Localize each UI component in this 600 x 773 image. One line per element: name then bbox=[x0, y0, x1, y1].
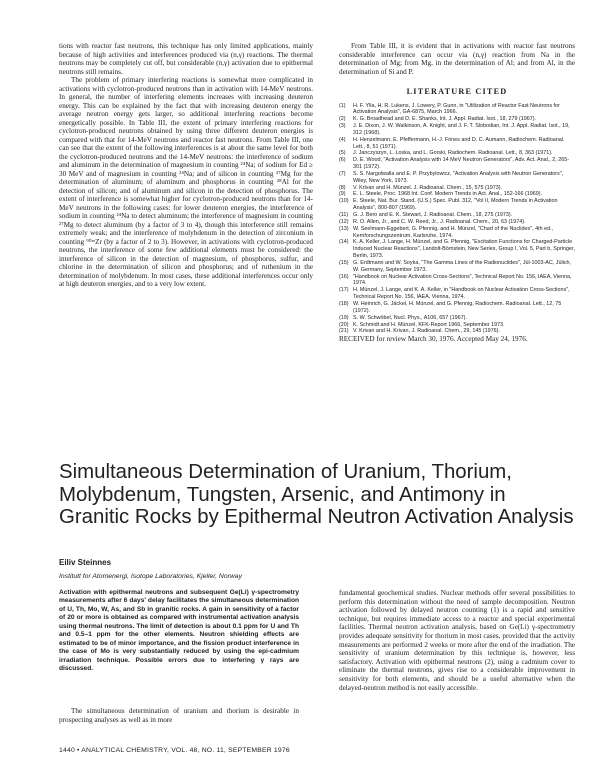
reference-text: E. Steele, Nat. Bur. Stand. (U.S.) Spec. Publ. 312, "Vol II, Modern Trends in Activation Analysis", 800-807 (1969). bbox=[353, 198, 558, 212]
reference-text: W. Heinrich, G. Jäckel, H. Münzel, and G. Pfennig, Radiochem. Radioanal. Lett., 12, 75 (1972). bbox=[353, 300, 562, 314]
reference-text: G. Erdtmann and W. Soyka, "The Gamma Lines of the Radionuclides", Jül-1003-AC, Jülich, W. Germany, September 1973. bbox=[353, 259, 572, 273]
reference-item bbox=[339, 274, 575, 288]
left-text-column bbox=[59, 42, 313, 289]
reference-text: J. E. Dixon, J. W. Walkinson, A. Knight, and J. F. T. Slobodian, Int. J. Appl. Radiat. Isot., 19, 312 (1968). bbox=[353, 123, 570, 136]
reference-item bbox=[339, 185, 575, 192]
reference-list bbox=[339, 103, 575, 336]
reference-text: H. Münzel, J. Lange, and K. A. Keller, in "Handbook on Nuclear Activation Cross-Sections", Technical Report No. 156, IAEA, Vienna, 1974. bbox=[353, 287, 570, 301]
reference-text: S. W. Schwöbel, Nucl. Phys., A106, 657 (1967). bbox=[353, 314, 467, 321]
reference-item bbox=[339, 123, 575, 137]
reference-item bbox=[339, 226, 575, 240]
reference-number: (11) bbox=[339, 212, 349, 218]
reference-text: E. L. Steele, Proc. 1968 Int. Conf. Modern Trends in Act. Anal., 152-166 (1969). bbox=[353, 191, 543, 198]
reference-number: (15) bbox=[339, 259, 349, 266]
reference-item bbox=[339, 260, 575, 274]
introduction-paragraph: The simultaneous determination of uranium and thorium is desirable in prospecting analyses as well as in more bbox=[59, 707, 299, 724]
reference-item bbox=[339, 287, 575, 301]
reference-item bbox=[339, 315, 575, 322]
literature-heading: LITERATURE CITED bbox=[406, 87, 508, 96]
reference-item bbox=[339, 191, 575, 198]
reference-number: (20) bbox=[339, 321, 349, 328]
reference-text: S. S. Nargolwalla and E. P. Przybylowicz, "Activation Analysis with Neutron Generators", Wiley, New York, 1973. bbox=[353, 170, 564, 184]
reference-item bbox=[339, 157, 575, 171]
reference-text: D. E. Wood, "Activation Analysis with 14 MeV Neutron Generators", Adv. Act. Anal., 2, 265-301 (1972). bbox=[353, 157, 570, 171]
reference-number: (14) bbox=[339, 239, 349, 246]
reference-text: J. Janczyszyn, L. Loska, and L. Gorski, Radiochem. Radioanal. Lett., 8, 363 (1971). bbox=[353, 150, 553, 157]
reference-number: (7) bbox=[339, 170, 346, 177]
reference-item bbox=[339, 171, 575, 185]
reference-text: R. O. Allen, Jr., and C. W. Reed, Jr., J. Radioanal. Chem., 20, 63 (1974). bbox=[353, 218, 526, 225]
reference-item bbox=[339, 328, 575, 335]
reference-text: K. G. Broadhead and D. E. Shanks, Int. J. Appl. Radiat. Isot., 18, 279 (1967). bbox=[353, 116, 537, 123]
reference-item bbox=[339, 322, 575, 329]
reference-text: K. A. Keller, J. Lange, H. Münzel, and G. Pfennig, "Excitation Functions for Charged-Particle Induced Nuclear Reactions", Landolt-Börnstein, New Series, Group I, Vol. 5, Part b, Springer, Berlin, 1973. bbox=[353, 239, 575, 260]
reference-text: V. Krivan and H. Krivan, J. Radioanal. Chem., 29, 145 (1976). bbox=[353, 328, 500, 335]
reference-text: K. Schmidt and H. Münzel, KFK-Report 1966, September 1973. bbox=[353, 321, 505, 328]
author-name: Eiliv Steinnes bbox=[59, 558, 112, 567]
page-footer: 1440 • ANALYTICAL CHEMISTRY, VOL. 48, NO. 11, SEPTEMBER 1976 bbox=[59, 747, 290, 754]
reference-item bbox=[339, 198, 575, 212]
reference-number: (9) bbox=[339, 191, 346, 198]
body-paragraph: tions with reactor fast neutrons, this technique has only limited applications, mainly because of high activities and interferences produced via (n,γ) reactions. The thermal neutrons may be completely cut off, but considerable (n,γ) activation due to epithermal neutrons still remains. bbox=[59, 42, 313, 76]
reference-number: (3) bbox=[339, 123, 346, 130]
reference-number: (13) bbox=[339, 225, 349, 232]
reference-text: H. Henzelmann, E. Pfeffermann, H.-J. Fönes and D. C. Aumann, Radiochem. Radioanal. Lett., 8, 51 (1971). bbox=[353, 136, 565, 150]
right-text-column bbox=[339, 42, 575, 344]
reference-number: (19) bbox=[339, 314, 349, 321]
reference-number: (21) bbox=[339, 328, 349, 335]
reference-number: (5) bbox=[339, 150, 346, 157]
received-note: RECEIVED for review March 30, 1976. Accepted May 24, 1976. bbox=[339, 335, 528, 344]
article-title: Simultaneous Determination of Uranium, Thorium, Molybdenum, Tungsten, Arsenic, and Antimony in Granitic Rocks by Epithermal Neutron Activation Analysis bbox=[59, 461, 574, 528]
reference-item bbox=[339, 212, 575, 219]
reference-number: (1) bbox=[339, 102, 346, 109]
reference-number: (2) bbox=[339, 116, 346, 123]
author-affiliation: Institutt for Atomenergi, Isotope Laboratories, Kjeller, Norway bbox=[59, 573, 242, 580]
reference-number: (17) bbox=[339, 287, 349, 294]
reference-text: V. Krivan and H. Münzel, J. Radioanal. Chem., 15, 575 (1973). bbox=[353, 184, 503, 191]
abstract: Activation with epithermal neutrons and subsequent Ge(Li) γ-spectrometry measurements after 6 days' delay facilitates the simultaneous determination of U, Th, Mo, W, As, and Sb in granitic rocks. A gain in sensitivity of a factor of 20 or more is obtained as compared with instrumental activation analysis using thermal neutrons. The limit of detection is about 0.1 ppm for U and Th and 0.5–1 ppm for the other elements. Neutron shielding effects are estimated to be of minor importance, and the fission product interference in the case of Mo is very substantially reduced by using the epi-cadmium irradiation technique. Possible errors due to interfering γ rays are discussed. bbox=[59, 589, 299, 673]
reference-number: (12) bbox=[339, 218, 349, 225]
body-paragraph: The problem of primary interfering reactions is somewhat more complicated in activations with cyclotron-produced neutrons than in activation with 14-MeV neutrons. In general, the number of interfering elements increases with increasing deuteron energy. This can be explained by the fact that with increasing deuteron energy the average neutron energy gets larger, so additional interfering reactions become energetically possible. In Table III, the extent of primary interfering reactions for cyclotron-produced neutrons obtained by using three different deuteron energies is compared with that for 14-MeV neutrons and reactor fast neutrons. From Table III, one can see that the extent of the following interferences is at about the same level for both the cyclotron-produced neutrons and the 14-MeV neutrons: the interference of sodium and aluminum in the determination of magnesium in counting ²⁴Na; of sodium for Ed ≥ 30 MeV and of magnesium in counting ²⁴Na; and of silicon in counting ²⁷Mg for the determination of aluminum; of aluminum and phosphorus in counting ²⁸Al for the detection of silicon; and of aluminum and silicon in the detection of phosphorus. The extent of interference is somewhat higher for cyclotron-produced neutrons than for 14-MeV neutrons in the following cases: for lower deuteron energies, the interference of sodium in counting ²⁴Na to detect aluminum; the interference of magnesium in counting ²⁷Mg to detect aluminum (by a factor of 3 to 4), though this interference still remains extremely weak; and the interference of molybdenum in the detection of zirconium in counting ⁹⁰ᵐZr (by a factor of 2 to 3). However, in activations with cyclotron-produced neutrons, the interference of some few additional elements must be considered: the interference of silicon in the detection of magnesium, of phosphorus, sulfur, and chlorine in the determination of silicon and phosphorus; and of ruthenium in the determination of molybdenum. In most cases, these additional interferences occur only at high deuteron energies, and to a very low extent. bbox=[59, 76, 313, 288]
reference-text: H. F. Ylla, H. R. Lukens, J. Lowery, P. Gunn, in "Utilization of Reactor Fast Neutrons for Activation Analysis", GA-6875, March 1966. bbox=[353, 102, 560, 116]
reference-number: (16) bbox=[339, 273, 349, 280]
reference-item bbox=[339, 137, 575, 151]
reference-text: G. J. Bero and E. K. Stewart, J. Radioanal. Chem., 18, 275 (1973). bbox=[353, 212, 513, 218]
introduction-continuation: fundamental geochemical studies. Nuclear methods offer several possibilities to perform this determination without the need of sample decomposition. Neutron activation followed by delayed neutron counting (1) is a rapid and sensitive technique, but requires immediate access to a reactor and special experimental facilities. Thermal neutron activation analysis, based on Ge(Li) γ-spectrometry provides adequate sensitivity for thorium in most cases, provided that the activity measurements are performed 2 weeks or more after the end of the irradiation. The sensitivity of uranium determination by this technique is, however, less satisfactory. Activation with epithermal neutrons (2), using a cadmium cover to eliminate the thermal neutrons, gives rise to a considerable improvement in sensitivity for both elements, and should be a useful alternative when the delayed-neutron method is not easily accessible. bbox=[339, 589, 575, 692]
body-paragraph: From Table III, it is evident that in activations with reactor fast neutrons considerable interference can occur via (n,γ) reaction from Na in the determination of Mg; from Mg, in the determination of Al; and from Al, in the determination of Si and P. bbox=[339, 42, 575, 76]
reference-item bbox=[339, 239, 575, 260]
reference-number: (6) bbox=[339, 157, 346, 164]
reference-number: (4) bbox=[339, 136, 346, 143]
reference-item bbox=[339, 219, 575, 226]
reference-item bbox=[339, 150, 575, 157]
reference-number: (8) bbox=[339, 184, 346, 191]
reference-item bbox=[339, 103, 575, 117]
reference-number: (10) bbox=[339, 198, 349, 205]
reference-item bbox=[339, 116, 575, 123]
reference-text: "Handbook on Nuclear Activation Cross-Sections", Technical Report No. 156, IAEA, Vienna, 1974. bbox=[353, 273, 572, 287]
reference-text: W. Seelmann-Eggebert, G. Pfennig, and H. Münzel, "Chart of the Nuclides", 4th ed., Kernforschungszentrum, Karlsruhe, 1974. bbox=[353, 225, 554, 239]
reference-number: (18) bbox=[339, 300, 349, 307]
reference-item bbox=[339, 301, 575, 315]
